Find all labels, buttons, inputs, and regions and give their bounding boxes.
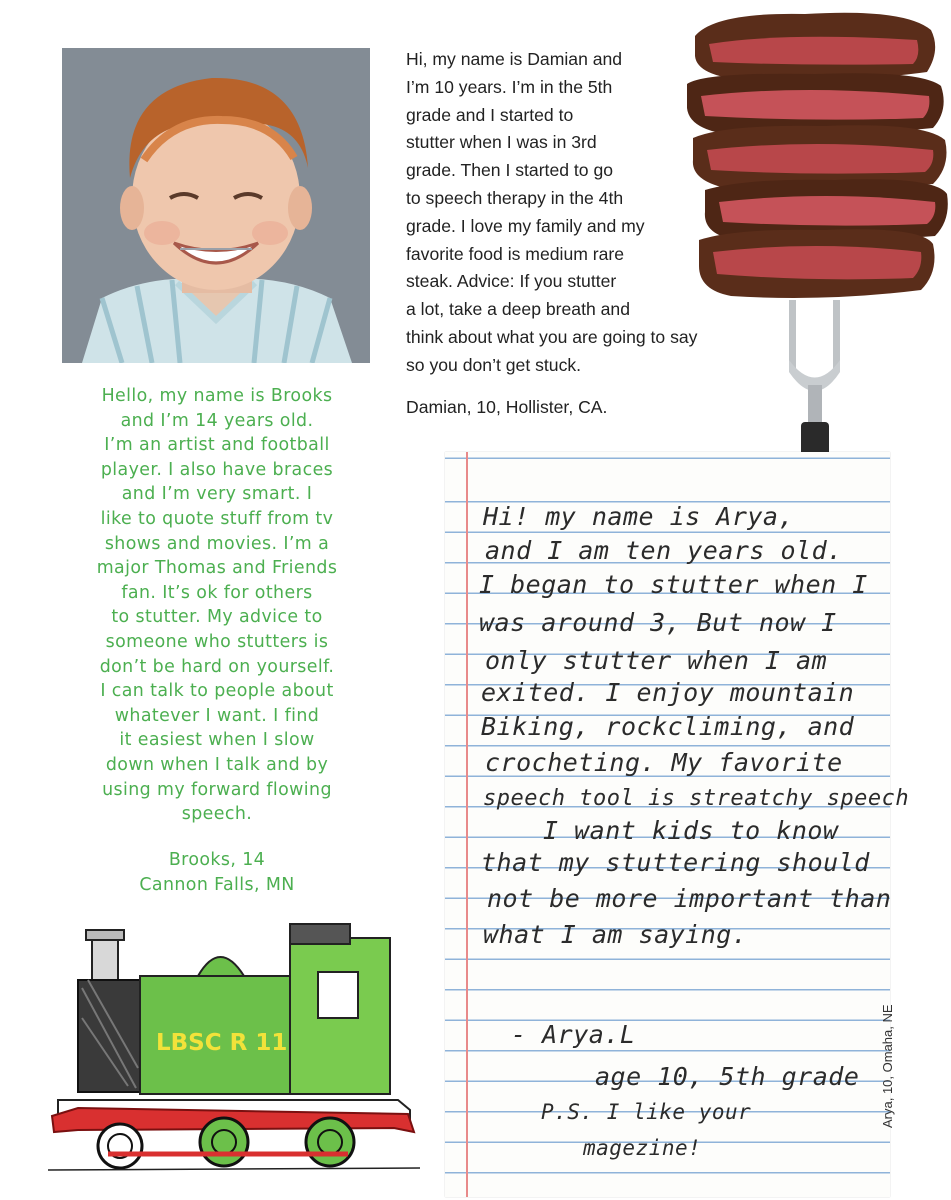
brooks-signature-place: Cannon Falls, MN: [139, 874, 295, 895]
arya-line: Biking, rockcliming, and: [481, 712, 855, 741]
arya-line: not be more important than: [487, 884, 892, 913]
arya-line: Hi! my name is Arya,: [483, 502, 795, 531]
arya-line: that my stuttering should: [481, 848, 870, 877]
brooks-line: don’t be hard on yourself.: [99, 656, 335, 677]
damian-line: favorite food is medium rare: [406, 243, 625, 264]
train-drawing: [48, 918, 420, 1188]
damian-signature: Damian, 10, Hollister, CA.: [406, 397, 608, 417]
damian-line: grade. Then I started to go: [406, 160, 614, 181]
damian-line: to speech therapy in the 4th: [406, 187, 624, 208]
brooks-signature: [58, 848, 376, 897]
damian-line: steak. Advice: If you stutter: [406, 271, 617, 292]
brooks-photo: [62, 48, 370, 363]
arya-line: crocheting. My favorite: [485, 748, 843, 777]
arya-line: and I am ten years old.: [485, 536, 843, 565]
brooks-letter: [58, 384, 376, 827]
damian-line: Hi, my name is Damian and: [406, 49, 623, 69]
arya-line: was around 3, But now I: [479, 608, 837, 637]
damian-line: grade. I love my family and my: [406, 215, 645, 236]
damian-line: grade and I started to: [406, 104, 574, 125]
brooks-line: whatever I want. I find: [114, 705, 320, 726]
portrait-image: [62, 48, 370, 363]
damian-line: so you don’t get stuck.: [406, 354, 582, 375]
brooks-line: down when I talk and by: [105, 754, 329, 775]
brooks-line: like to quote stuff from tv: [100, 508, 334, 529]
brooks-line: I can talk to people about: [100, 681, 334, 702]
arya-signature: - Arya.L: [511, 1020, 636, 1049]
brooks-line: fan. It’s ok for others: [121, 582, 313, 603]
brooks-line: it easiest when I slow: [119, 730, 315, 751]
damian-line: a lot, take a deep breath and: [406, 299, 631, 320]
brooks-line: I’m an artist and football: [104, 435, 330, 456]
arya-line: only stutter when I am: [485, 646, 828, 675]
damian-line: stutter when I was in 3rd: [406, 132, 597, 153]
brooks-line: and I’m very smart. I: [121, 484, 313, 505]
brooks-line: major Thomas and Friends: [96, 558, 338, 579]
arya-ps-line: magezine!: [583, 1136, 702, 1160]
arya-line: age 10, 5th grade: [595, 1062, 860, 1091]
arya-caption: Arya, 10, Omaha, NE: [880, 1004, 895, 1128]
damian-line: I’m 10 years. I’m in the 5th: [406, 76, 613, 97]
brooks-line: using my forward flowing: [102, 779, 332, 800]
brooks-line: and I’m 14 years old.: [120, 410, 314, 431]
brooks-line: speech.: [181, 804, 253, 825]
brooks-line: to stutter. My advice to: [111, 607, 323, 628]
brooks-signature-name: Brooks, 14: [168, 850, 266, 870]
arya-ps-line: P.S. I like your: [541, 1100, 752, 1124]
brooks-line: Hello, my name is Brooks: [101, 386, 333, 406]
arya-line: speech tool is streatchy speech: [483, 786, 910, 811]
brooks-line: player. I also have braces: [100, 459, 334, 480]
brooks-line: someone who stutters is: [105, 631, 329, 652]
train-lettering: LBSC R 11: [156, 1030, 288, 1056]
steak-image: [685, 0, 951, 460]
arya-line: I began to stutter when I: [479, 570, 868, 599]
arya-notebook-letter: [445, 452, 910, 1197]
brooks-line: shows and movies. I’m a: [104, 533, 330, 554]
arya-line: I want kids to know: [543, 816, 839, 845]
arya-line: exited. I enjoy mountain: [481, 678, 855, 707]
arya-line: what I am saying.: [483, 920, 748, 949]
damian-line: think about what you are going to say: [406, 326, 698, 347]
